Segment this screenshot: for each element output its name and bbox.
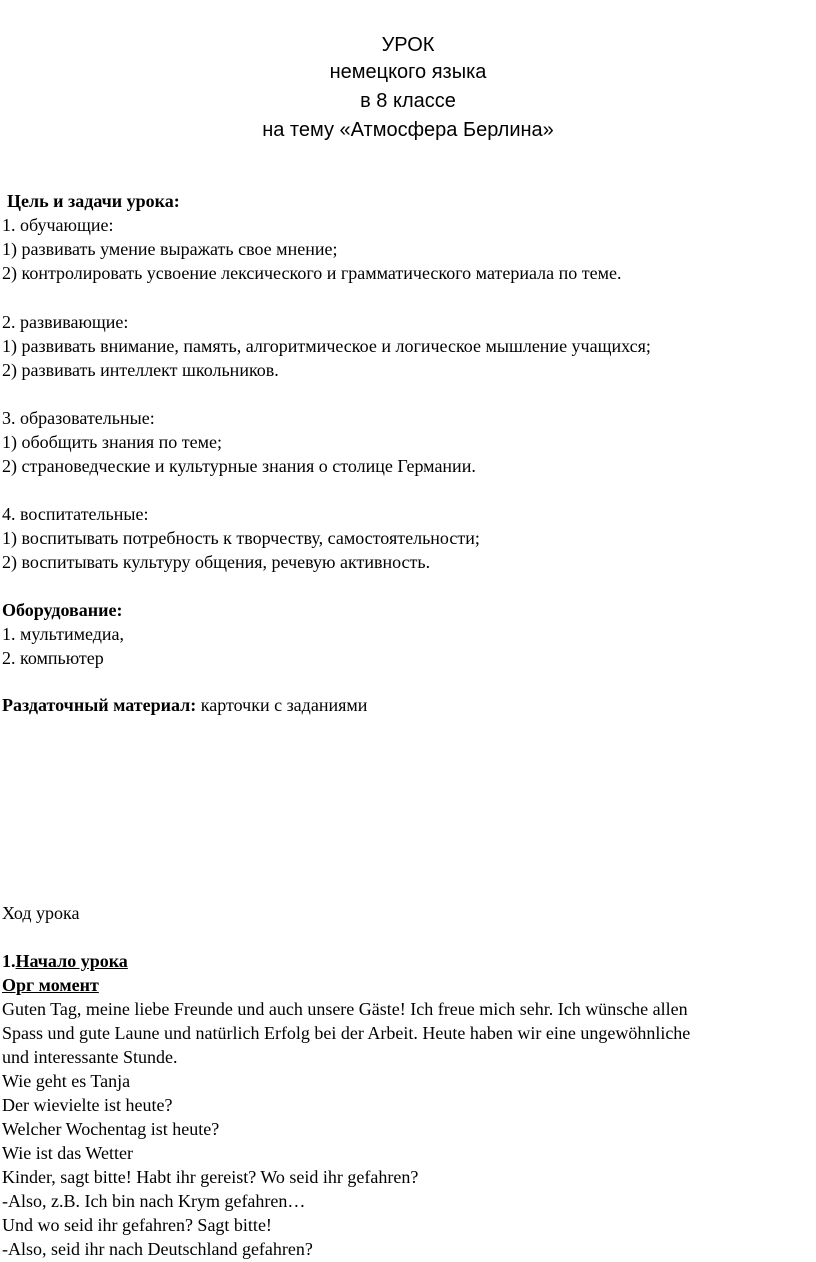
lesson-heading: Ход урока: [2, 903, 80, 923]
goals-line: 1. обучающие:: [2, 215, 114, 235]
handout-value: карточки с заданиями: [196, 695, 368, 715]
lesson-line: und interessante Stunde.: [2, 1047, 178, 1067]
goals-line: 1) развивать умение выражать свое мнение;: [2, 239, 338, 259]
section-number: 1.: [2, 951, 16, 971]
equipment-item: 1. мультимедиа,: [2, 624, 125, 644]
lesson-line: Wie ist das Wetter: [2, 1143, 133, 1163]
lesson-line: Guten Tag, meine liebe Freunde und auch unsere Gäste! Ich freue mich sehr. Ich wünsche allen: [2, 999, 688, 1019]
handout-line: [2, 694, 367, 716]
goals-line: 1) обобщить знания по теме;: [2, 432, 223, 452]
equipment-heading: Оборудование:: [2, 600, 123, 620]
lesson-line: Der wievielte ist heute?: [2, 1095, 173, 1115]
title-subject: немецкого языка: [329, 61, 487, 83]
handout-label: Раздаточный материал:: [2, 695, 197, 715]
section-heading: [2, 950, 128, 972]
goals-line: 3. образовательные:: [2, 408, 155, 428]
subsection-heading: Орг момент: [2, 975, 99, 995]
lesson-line: Wie geht es Tanja: [2, 1071, 131, 1091]
goals-heading: Цель и задачи урока:: [7, 191, 180, 211]
goals-line: 2. развивающие:: [2, 312, 129, 332]
goals-line: 1) развивать внимание, память, алгоритмическое и логическое мышление учащихся;: [2, 336, 651, 356]
goals-line: 4. воспитательные:: [2, 504, 149, 524]
goals-line: 2) страноведческие и культурные знания о столице Германии.: [2, 456, 476, 476]
section-title: Начало урока: [15, 951, 128, 971]
title-grade: в 8 классе: [360, 90, 456, 112]
goals-line: 1) воспитывать потребность к творчеству, самостоятельности;: [2, 528, 480, 548]
goals-line: 2) развивать интеллект школьников.: [2, 360, 279, 380]
lesson-line: Welcher Wochentag ist heute?: [2, 1119, 220, 1139]
equipment-item: 2. компьютер: [2, 648, 104, 668]
goals-line: 2) воспитывать культуру общения, речевую активность.: [2, 552, 431, 572]
lesson-line: -Also, z.B. Ich bin nach Krym gefahren…: [2, 1191, 306, 1211]
lesson-line: Spass und gute Laune und natürlich Erfolg bei der Arbeit. Heute haben wir eine ungewöhnliche: [2, 1023, 691, 1043]
goals-line: 2) контролировать усвоение лексического и грамматического материала по теме.: [2, 263, 622, 283]
lesson-line: Kinder, sagt bitte! Habt ihr gereist? Wo seid ihr gefahren?: [2, 1167, 419, 1187]
lesson-line: Und wo seid ihr gefahren? Sagt bitte!: [2, 1215, 272, 1235]
lesson-line: -Also, seid ihr nach Deutschland gefahren?: [2, 1239, 313, 1259]
title-topic: на тему «Атмосфера Берлина»: [262, 119, 554, 141]
title-lesson: УРОК: [381, 34, 435, 56]
